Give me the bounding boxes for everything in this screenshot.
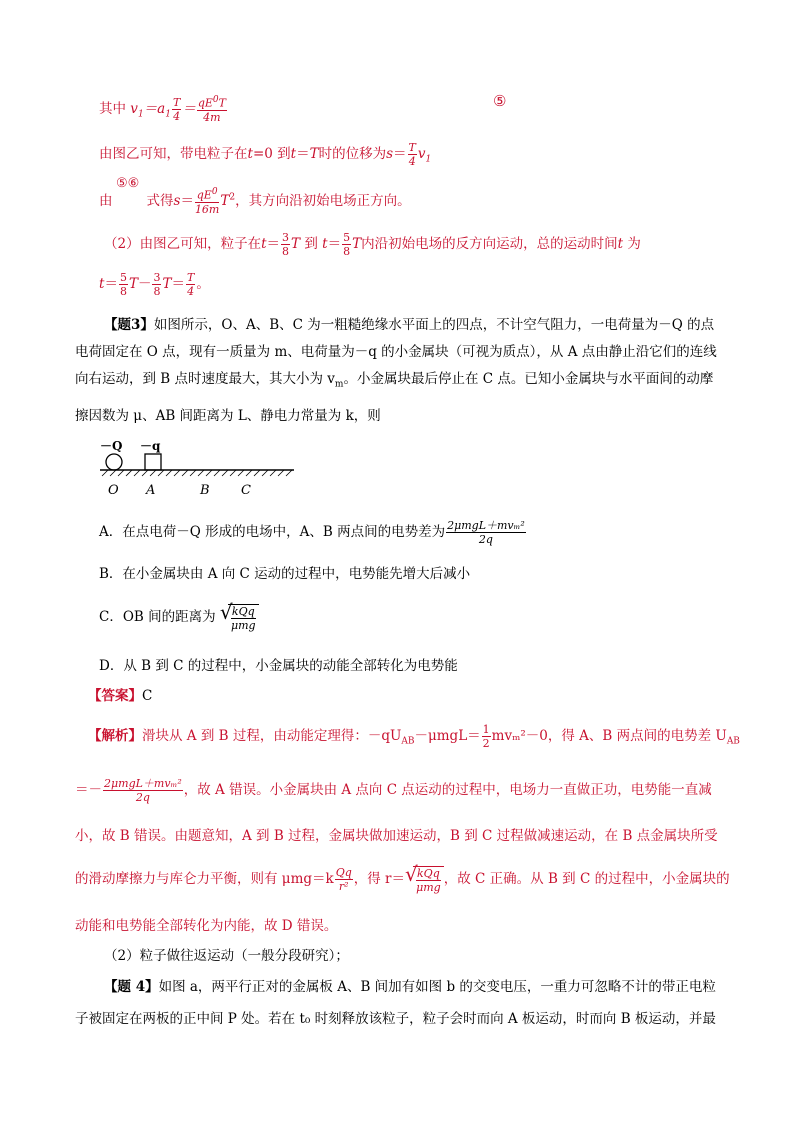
answer-tag: 【答案】 [88,688,142,704]
eq-v1-line [99,96,228,123]
displacement-line: 由图乙可知，带电粒子在t=0 到t＝T时的位移为s＝ $\frac{T}{4}$ $v_1$ [99,141,432,168]
answer-value: C [142,688,153,704]
sqrt-expression: √ $\frac{\text{kQq}}{\text{μmg}}$ [220,604,259,631]
question3-line1: 【题3】如图所示，O、A、B、C 为一粗糙绝缘水平面上的四点，不计空气阻力，一电荷量为－Q 的点 [104,317,715,333]
metal-block [145,454,161,470]
analysis-line1: 【解析】滑块从 A 到 B 过程，由动能定理得：$-qU_{AB}-\mu mgL=$ $\frac{1}{2}$ mvₘ²－0，得 A、B 两点间的电势差 $U_{AB}$ [88,723,740,750]
label-C: C [241,483,251,498]
option-c: C．OB 间的距离为 √ $\frac{\text{kQq}}{\text{μmg}}$ [99,604,259,631]
analysis-line4: 的滑动摩擦力与库仑力平衡，则有 μmg＝k $\frac{Qq}{\text{r²}}$ ，得 r＝ √ $\frac{\text{kQq}}{\text{μmg}}$ ，故 C 正确。从 B 到 C 的过程中，小金属块的 [75,862,730,894]
part2-line: （2）由图乙可知，粒子在t＝ $\frac{3}{8}$ T 到 t＝ $\frac{5}{8}$ T内沿初始电场的反方向运动，总的运动时间t 为 [104,231,641,258]
eq-v1-expr: $v_1=a_1$ $\frac{T}{4}$ ＝ $\frac{qE^0T}{4m}$ [130,95,226,124]
label-A: A [146,483,156,498]
answer-line [88,684,152,704]
question3-line2: 电荷固定在 O 点，现有一质量为 m、电荷量为－q 的小金属块（可视为质点），从 A 点由静止沿它们的连线 [75,344,717,360]
ground-hatching [102,470,292,476]
circled-marker-5: ⑤ [493,92,507,110]
option-b: B．在小金属块由 A 向 C 运动的过程中，电势能先增大后减小 [99,566,471,582]
option-a: A．在点电荷－Q 形成的电场中，A、B 两点间的电势差为 $\frac{\text{2μmgL＋mvₘ²}}{2q}$ [99,519,525,546]
analysis-tag: 【解析】 [88,728,142,744]
option-d: D．从 B 到 C 的过程中，小金属块的动能全部转化为电势能 [99,658,458,674]
question3-line3: 向右运动，到 B 点时速度最大，其大小为 $v_m$。小金属块最后停止在 C 点。已知小金属块与水平面间的动摩 [75,371,714,390]
circled-marker-56: ⑤⑥ [116,176,140,191]
question4-line2: 子被固定在两板的正中间 P 处。若在 t₀ 时刻释放该粒子，粒子会时而向 A 板运动，时而向 B 板运动，并最 [75,1011,716,1027]
analysis-line5: 动能和电势能全部转化为内能，故 D 错误。 [75,918,338,934]
label-B: B [200,483,210,498]
charge-Q-label: －Q [100,439,123,453]
result-line: 由 式得s＝ $\frac{qE^0}{16m}$ $T^2$，其方向沿初始电场正方向。 [99,187,411,216]
eq-v1-prefix: 其中 [99,100,126,117]
question4-tag: 【题 4】 [104,979,159,995]
question3-figure [98,438,298,500]
total-time-eq: t＝ $\frac{5}{8}$ T－ $\frac{3}{8}$ T＝ $\frac{T}{4}$ 。 [99,271,210,298]
question3-tag: 【题3】 [104,317,154,333]
analysis-line2: ＝－ $\frac{\text{2μmgL＋mvₘ²}}{2q}$ ，故 A 错误。小金属块由 A 点向 C 点运动的过程中，电场力一直做正功，电势能一直减 [75,777,712,804]
question4-line1: 【题 4】如图 a，两平行正对的金属板 A、B 间加有如图 b 的交变电压，一重力可忽略不计的带正电粒 [104,979,716,995]
point-charge-circle [106,454,122,470]
charge-q-label: －q [140,439,161,453]
label-O: O [108,483,119,498]
analysis-line3: 小，故 B 错误。由题意知，A 到 B 过程，金属块做加速运动，B 到 C 过程做减速运动，在 B 点金属块所受 [75,828,718,844]
question3-line4: 擦因数为 μ、AB 间距离为 L、静电力常量为 k，则 [75,408,381,424]
section2-heading: （2）粒子做往返运动（一般分段研究）； [104,948,349,964]
